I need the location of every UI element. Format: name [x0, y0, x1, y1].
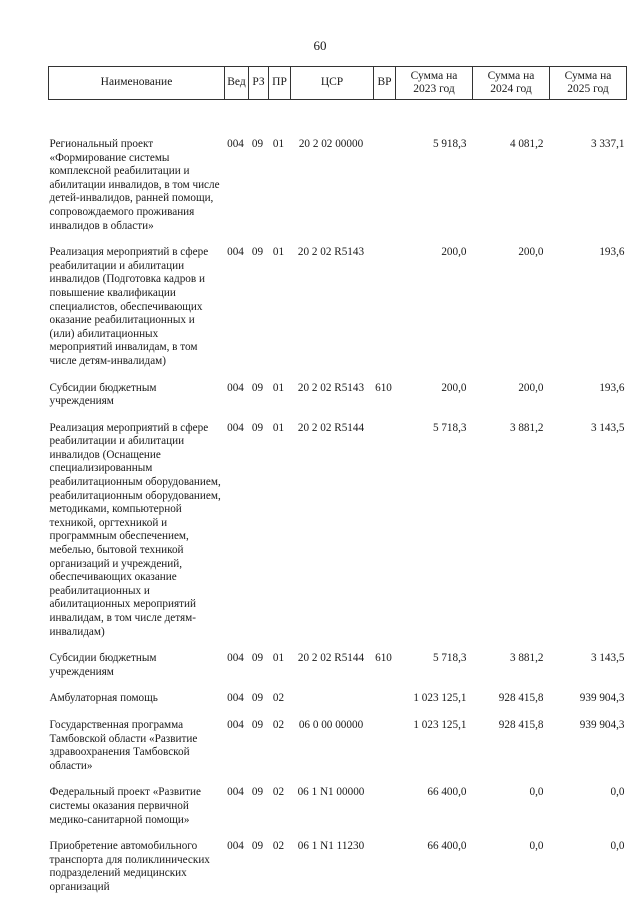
row-rz: 09: [251, 381, 264, 394]
row-sum-2023: 66 400,0: [427, 840, 467, 853]
row-sum-2023: 5 718,3: [432, 652, 467, 665]
header-csr: ЦСР: [291, 67, 374, 100]
row-ved: 004: [227, 840, 244, 853]
row-ved: 004: [227, 421, 244, 434]
table-header-row: [49, 67, 627, 100]
row-sum-2023: 5 918,3: [432, 138, 467, 150]
row-sum-2023: 200,0: [441, 381, 467, 394]
row-csr: 20 2 02 R5143: [297, 246, 365, 259]
row-csr: 20 2 02 R5144: [297, 421, 365, 434]
row-vr: [374, 422, 396, 653]
row-rz: 09: [251, 138, 264, 150]
row-ved: 004: [227, 381, 244, 394]
row-rz: 09: [251, 246, 264, 259]
table-row: [49, 786, 627, 840]
table-row: [49, 840, 627, 907]
row-csr: 06 1 N1 00000: [297, 786, 365, 799]
row-pr: 01: [272, 246, 285, 259]
row-pr: 02: [272, 692, 285, 705]
row-name: Субсидии бюджетным учреждениям: [49, 381, 157, 408]
header-sum-2025: Сумма на 2025 год: [550, 67, 627, 100]
row-vr: 610: [375, 381, 392, 394]
row-sum-2025: 193,6: [599, 381, 625, 394]
row-sum-2023: 1 023 125,1: [413, 692, 467, 705]
row-sum-2023: 66 400,0: [427, 786, 467, 799]
row-ved: 004: [227, 138, 244, 150]
row-vr: [374, 840, 396, 907]
row-vr: [374, 786, 396, 840]
row-csr: 20 2 02 R5144: [297, 652, 365, 665]
row-csr: [291, 692, 374, 719]
row-sum-2024: 200,0: [518, 246, 544, 259]
row-sum-2024: 3 881,2: [509, 652, 544, 665]
row-ved: 004: [227, 692, 244, 705]
row-pr: 02: [272, 840, 285, 853]
table-row: [49, 719, 627, 786]
row-name: Реализация мероприятий в сфере реабилитации и абилитации инвалидов (Оснащение специализированным реабилитационным оборудованием, реабилитационным оборудованием, методиками, компьютерной техникой, оргтехникой и программным обеспечением, мебелью, бытовой техникой организаций и учреждений, обеспечивающих оказание реабилитационных и абилитационных мероприятий инвалидам, в том числе детям-инвалидам): [49, 421, 221, 638]
row-sum-2025: 939 904,3: [579, 718, 625, 731]
row-sum-2023: 200,0: [441, 246, 467, 259]
table-row: [49, 246, 627, 381]
row-ved: 004: [227, 786, 244, 799]
header-pr: ПР: [269, 67, 291, 100]
row-sum-2024: 0,0: [529, 840, 544, 853]
row-vr: [374, 246, 396, 381]
row-sum-2024: 928 415,8: [498, 692, 544, 705]
row-rz: 09: [251, 786, 264, 799]
row-ved: 004: [227, 652, 244, 665]
row-pr: 02: [272, 786, 285, 799]
table-row: [49, 100, 627, 247]
header-rz: РЗ: [249, 67, 269, 100]
row-name: Субсидии бюджетным учреждениям: [49, 652, 157, 678]
row-sum-2024: 200,0: [518, 381, 544, 394]
row-pr: 01: [272, 421, 285, 434]
row-sum-2024: 4 081,2: [509, 138, 544, 150]
row-pr: 01: [272, 138, 285, 150]
header-sum-2024: Сумма на 2024 год: [473, 67, 550, 100]
row-sum-2025: 0,0: [610, 786, 625, 799]
row-name: Федеральный проект «Развитие системы оказания первичной медико-санитарной помощи»: [49, 786, 202, 826]
row-sum-2025: 3 337,1: [590, 138, 625, 150]
row-sum-2025: 193,6: [599, 246, 625, 259]
row-rz: 09: [251, 840, 264, 853]
header-ved: Вед: [225, 67, 249, 100]
header-sum-2023: Сумма на 2023 год: [396, 67, 473, 100]
row-name: Амбулаторная помощь: [49, 692, 158, 705]
budget-table: [48, 66, 627, 908]
table-row: [49, 652, 627, 692]
row-sum-2024: 3 881,2: [509, 421, 544, 434]
header-vr: ВР: [374, 67, 396, 100]
row-sum-2024: 0,0: [529, 786, 544, 799]
page-number: 60: [313, 38, 327, 53]
row-csr: 06 0 00 00000: [298, 718, 364, 731]
row-sum-2025: 3 143,5: [590, 421, 625, 434]
row-rz: 09: [251, 652, 264, 665]
row-sum-2025: 0,0: [610, 840, 625, 853]
row-ved: 004: [227, 246, 244, 259]
row-csr: 20 2 02 R5143: [297, 381, 365, 394]
row-vr: [374, 692, 396, 719]
row-name: Государственная программа Тамбовской области «Развитие здравоохранения Тамбовской области»: [49, 718, 198, 772]
row-sum-2023: 1 023 125,1: [413, 718, 467, 731]
row-ved: 004: [227, 718, 244, 731]
row-vr: 610: [375, 652, 392, 665]
row-sum-2025: 939 904,3: [579, 692, 625, 705]
table-row: [49, 382, 627, 422]
row-sum-2024: 928 415,8: [498, 718, 544, 731]
row-pr: 02: [272, 718, 285, 731]
row-pr: 01: [272, 381, 285, 394]
row-csr: 06 1 N1 11230: [297, 840, 365, 853]
row-vr: [374, 100, 396, 247]
row-csr: 20 2 02 00000: [298, 138, 364, 150]
table-row: [49, 692, 627, 719]
table-row: [49, 422, 627, 653]
row-rz: 09: [251, 718, 264, 731]
row-name: Реализация мероприятий в сфере реабилитации и абилитации инвалидов (Подготовка кадров и повышение квалификации специалистов, обеспечивающих оказание реабилитационных и (или) абилитационных мероприятий инвалидам, в том числе детям-инвалидам): [49, 246, 209, 367]
row-name: Приобретение автомобильного транспорта для поликлинических подразделений медицинских организаций: [49, 840, 210, 893]
row-sum-2025: 3 143,5: [590, 652, 625, 665]
header-name: Наименование: [49, 67, 225, 100]
row-rz: 09: [251, 421, 264, 434]
row-vr: [374, 719, 396, 786]
row-pr: 01: [272, 652, 285, 665]
row-name: Региональный проект «Формирование системы комплексной реабилитации и абилитации инвалидов, в том числе детей-инвалидов, ранней помощи, сопровождаемого проживания инвалидов в области»: [49, 138, 220, 232]
row-rz: 09: [251, 692, 264, 705]
row-sum-2023: 5 718,3: [432, 421, 467, 434]
